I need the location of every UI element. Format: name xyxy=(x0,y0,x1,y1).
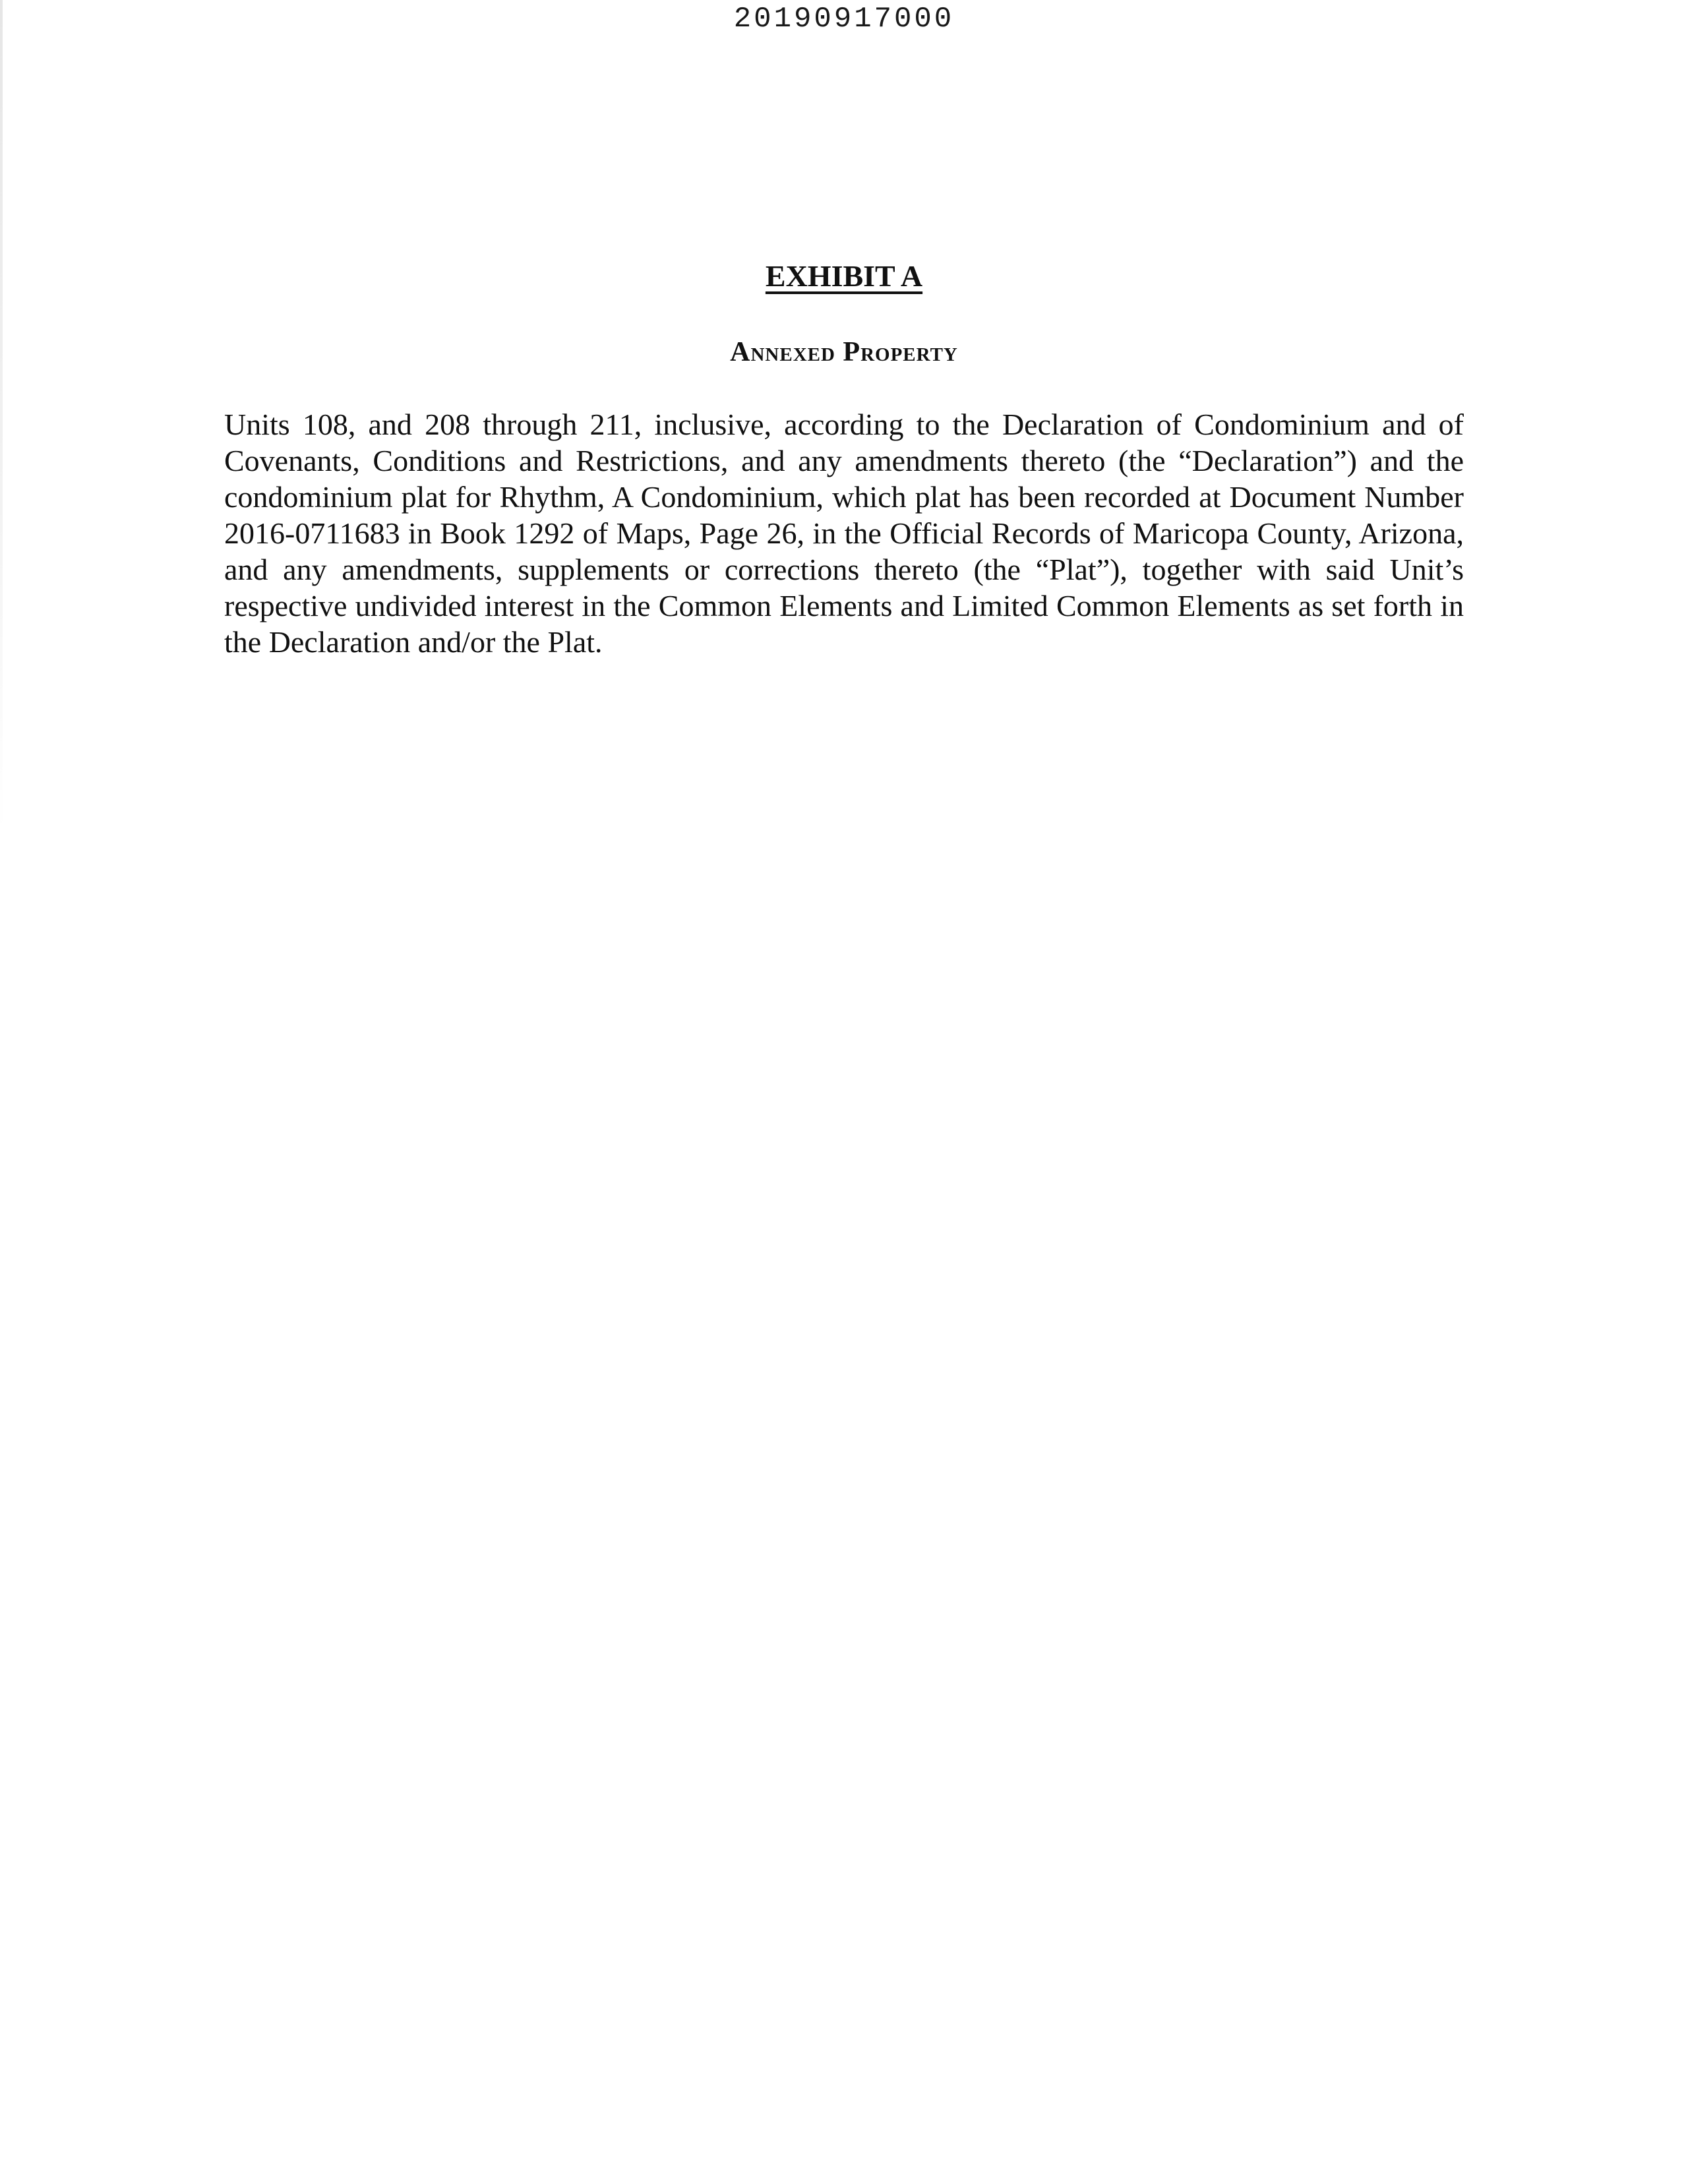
scan-edge-shadow xyxy=(0,0,3,831)
exhibit-subtitle: Annexed Property xyxy=(730,337,958,367)
exhibit-title: EXHIBIT A xyxy=(765,259,923,293)
property-description: Units 108, and 208 through 211, inclusive, according to the Declaration of Condominium and of Covenants, Conditions and Restrictions, and any amendments thereto (the “Declaration”) and the condominium plat for Rhythm, A Condominium, which plat has been recorded at Document Number 2016-0711683 in Book 1292 of Maps, Page 26, in the Official Records of Maricopa County, Arizona, and any amendments, supplements or corrections thereto (the “Plat”), together with said Unit’s respective undivided interest in the Common Elements and Limited Common Elements as set forth in the Declaration and/or the Plat. xyxy=(224,408,1464,659)
recording-number: 20190917000 xyxy=(733,3,955,36)
